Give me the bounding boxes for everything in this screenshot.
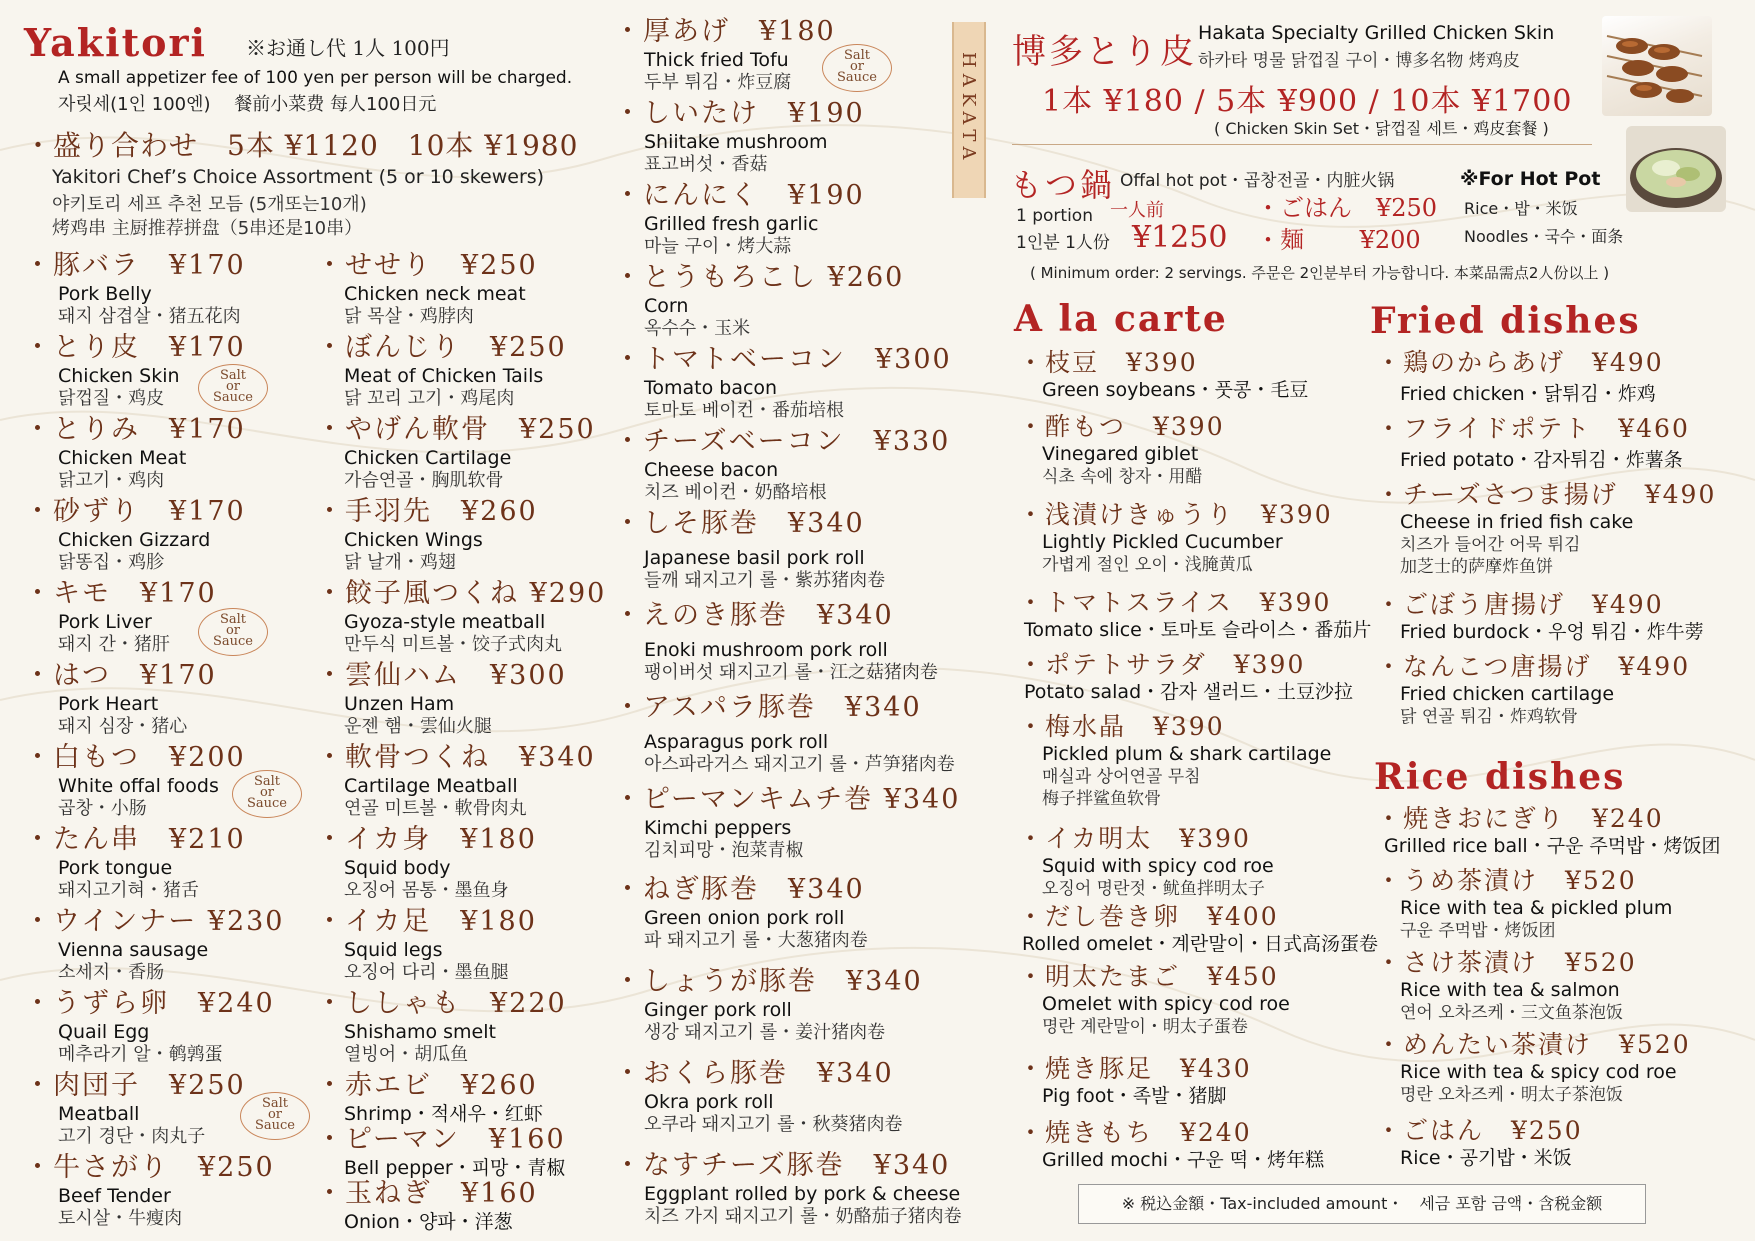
item-name-jp: ・とうもろこし ¥260 — [614, 262, 905, 293]
menu-item — [1018, 962, 1290, 1038]
item-name-jp: ・イカ明太 ¥390 — [1018, 824, 1251, 853]
item-name-ko: 치즈가 들어간 어묵 튀김 — [1400, 535, 1581, 555]
item-name-ko: 김치피망・泡菜青椒 — [644, 840, 804, 861]
menu-item — [316, 332, 567, 410]
menu-item — [1018, 500, 1333, 576]
item-name-jp: ・ごぼう唐揚げ ¥490 — [1376, 590, 1664, 619]
item-name-en: Corn — [644, 295, 689, 317]
menu-item — [614, 874, 868, 952]
hot-pot-photo — [1626, 126, 1726, 212]
item-name-jp: ・玉ねぎ ¥160 — [316, 1178, 538, 1209]
item-name-jp: ・イカ足 ¥180 — [316, 906, 537, 937]
menu-item — [614, 262, 904, 340]
item-name-en: Cartilage Meatball — [344, 775, 518, 797]
item-name-ko: 오징어 몸통・墨鱼身 — [344, 880, 509, 901]
menu-item — [614, 98, 865, 176]
item-name-en: Meatball — [58, 1103, 140, 1125]
item-name-ko: 들깨 돼지고기 롤・紫苏猪肉卷 — [644, 570, 886, 591]
item-name-jp: ・アスパラ豚巻 ¥340 — [614, 692, 922, 723]
menu-item — [1376, 948, 1637, 1024]
menu-item — [316, 988, 567, 1066]
item-name-jp: ・やげん軟骨 ¥250 — [316, 414, 596, 445]
menu-item — [1018, 588, 1371, 642]
menu-item — [1376, 652, 1690, 728]
item-name-jp: ・ポテトサラダ ¥390 — [1018, 650, 1306, 679]
hot-pot-rice: Rice・밥・米饭 — [1464, 199, 1578, 218]
hot-pot-note: ※For Hot Pot — [1460, 168, 1601, 190]
item-name-en: Fried burdock・우엉 튀김・炸牛蒡 — [1400, 621, 1704, 643]
item-name-jp: ・焼きおにぎり ¥240 — [1376, 804, 1664, 833]
menu-item — [1018, 1054, 1252, 1108]
tax-included-note: ※ 税込金額・Tax-included amount・ 세금 포함 금액・含税金额 — [1078, 1184, 1646, 1224]
item-name-ko: 연골 미트볼・軟骨肉丸 — [344, 798, 527, 819]
menu-item — [316, 414, 596, 492]
menu-item — [1018, 824, 1274, 900]
item-name-jp: ・せせり ¥250 — [316, 250, 538, 281]
item-name-jp: ・うずら卵 ¥240 — [24, 988, 275, 1019]
item-name-jp: ・砂ずり ¥170 — [24, 496, 246, 527]
menu-item — [1018, 650, 1353, 704]
motsu-portion-jp: 一人前 — [1110, 200, 1164, 221]
item-name-en: Green soybeans・풋콩・毛豆 — [1042, 379, 1309, 401]
item-name-en: Fried chicken・닭튀김・炸鸡 — [1400, 383, 1656, 405]
menu-item — [24, 660, 217, 738]
menu-item — [1376, 590, 1704, 644]
appetizer-fee-en: A small appetizer fee of 100 yen per person will be charged. — [58, 68, 573, 88]
item-name-jp: ・にんにく ¥190 — [614, 180, 865, 211]
item-name-en: Tomato slice・토마토 슬라이스・番茄片 — [1024, 619, 1372, 641]
item-name-ko: 토시살・牛瘦肉 — [58, 1208, 183, 1229]
item-name-en: Enoki mushroom pork roll — [644, 639, 888, 661]
motsu-minimum-order: ( Minimum order: 2 servings. 주문은 2인분부터 가능합니다. 本菜品需点2人份以上 ) — [1030, 264, 1610, 282]
menu-item — [614, 784, 960, 862]
item-name-ko: 닭 연골 튀김・炸鸡软骨 — [1400, 707, 1578, 727]
item-name-ko: 닭고기・鸡肉 — [58, 470, 165, 491]
item-name-jp: ・ねぎ豚巻 ¥340 — [614, 874, 865, 905]
item-name-ko: 명란 계란말이・明太子蛋卷 — [1042, 1017, 1248, 1037]
item-name-en: Vienna sausage — [58, 939, 209, 961]
item-name-zh: 梅子拌鲨鱼软骨 — [1042, 789, 1161, 809]
item-name-ko: 파 돼지고기 롤・大葱猪肉卷 — [644, 930, 868, 951]
item-name-jp: ・しょうが豚巻 ¥340 — [614, 966, 923, 997]
item-name-jp: ・トマトスライス ¥390 — [1018, 588, 1332, 617]
assortment-ko: 야키토리 세프 추천 모듬 (5개또는10개) — [52, 194, 367, 215]
item-name-jp: ・ぼんじり ¥250 — [316, 332, 567, 363]
menu-item — [1376, 414, 1690, 472]
item-name-en: Asparagus pork roll — [644, 731, 829, 753]
item-name-ko: 메추라기 알・鹌鹑蛋 — [58, 1044, 223, 1065]
divider — [1012, 144, 1592, 145]
item-name-ko: 팽이버섯 돼지고기 롤・江之菇猪肉卷 — [644, 662, 938, 683]
menu-item — [24, 250, 246, 328]
item-name-jp: ・さけ茶漬け ¥520 — [1376, 948, 1637, 977]
item-name-en: Grilled fresh garlic — [644, 213, 819, 235]
item-name-en: Rice with tea & salmon — [1400, 979, 1620, 1001]
item-name-jp: ・焼き豚足 ¥430 — [1018, 1054, 1252, 1083]
item-name-jp: ・赤エビ ¥260 — [316, 1070, 538, 1101]
item-name-ko: 가볍게 절인 오이・浅腌黄瓜 — [1042, 555, 1253, 575]
menu-item — [1376, 1030, 1691, 1106]
item-name-en: Pork Liver — [58, 611, 152, 633]
item-name-jp: ・とり皮 ¥170 — [24, 332, 246, 363]
item-name-en: Rice with tea & spicy cod roe — [1400, 1061, 1677, 1083]
menu-item — [316, 906, 537, 984]
item-name-en: Squid legs — [344, 939, 443, 961]
motsu-price: ¥1250 — [1132, 220, 1228, 255]
item-name-ko: 닭똥집・鸡胗 — [58, 552, 165, 573]
item-name-jp: ・雲仙ハム ¥300 — [316, 660, 567, 691]
menu-item — [614, 426, 950, 504]
item-name-ko: 돼지고기혀・猪舌 — [58, 880, 199, 901]
item-name-en: Pork Heart — [58, 693, 159, 715]
item-name-jp: ・明太たまご ¥450 — [1018, 962, 1279, 991]
item-name-en: Japanese basil pork roll — [644, 547, 865, 569]
item-name-en: Lightly Pickled Cucumber — [1042, 531, 1283, 553]
item-name-ko: 연어 오차즈케・三文鱼茶泡饭 — [1400, 1003, 1623, 1023]
menu-item — [614, 966, 923, 1044]
menu-item — [614, 692, 955, 776]
item-name-en: Rolled omelet・계란말이・日式高汤蛋卷 — [1022, 933, 1378, 955]
motsu-title-en: Offal hot pot・곱창전골・内脏火锅 — [1120, 171, 1395, 191]
menu-item — [1018, 902, 1378, 956]
item-name-jp: ・キモ ¥170 — [24, 578, 217, 609]
item-name-ko: 치즈 베이컨・奶酪培根 — [644, 482, 827, 503]
item-name-ko: 오쿠라 돼지고기 롤・秋葵猪肉卷 — [644, 1114, 903, 1135]
hakata-vertical-text: HAKATA — [958, 52, 979, 166]
item-name-jp: ・豚バラ ¥170 — [24, 250, 246, 281]
item-name-ko: 고기 경단・肉丸子 — [58, 1126, 206, 1147]
salt-or-sauce-badge: Salt or Sauce — [822, 44, 892, 92]
menu-item — [316, 660, 567, 738]
menu-item — [614, 1150, 962, 1228]
item-name-jp: ・ウインナー ¥230 — [24, 906, 285, 937]
item-name-jp: ・とりみ ¥170 — [24, 414, 246, 445]
menu-item — [24, 496, 246, 574]
item-name-en: Quail Egg — [58, 1021, 150, 1043]
appetizer-fee-ko: 자릿세(1인 100엔) 餐前小菜费 每人100日元 — [58, 94, 437, 115]
item-name-en: Squid with spicy cod roe — [1042, 855, 1274, 877]
item-name-jp: ・軟骨つくね ¥340 — [316, 742, 596, 773]
item-name-ko: 식초 속에 창자・用醋 — [1042, 467, 1203, 487]
item-name-jp: ・餃子風つくね ¥290 — [316, 578, 607, 609]
menu-item — [24, 742, 246, 820]
item-name-jp: ・鶏のからあげ ¥490 — [1376, 348, 1664, 377]
hakata-title-jp: 博多とり皮 — [1012, 32, 1197, 72]
assortment-zh: 烤鸡串 主厨推荐拼盘（5串还是10串） — [52, 218, 363, 239]
item-name-en: Tomato bacon — [644, 377, 778, 399]
item-name-jp: ・しいたけ ¥190 — [614, 98, 865, 129]
hakata-title-en: Hakata Specialty Grilled Chicken Skin — [1198, 22, 1555, 44]
menu-item — [614, 1058, 903, 1136]
motsu-title-jp: もつ鍋 — [1010, 166, 1116, 204]
item-name-en: Beef Tender — [58, 1185, 171, 1207]
item-name-en: Okra pork roll — [644, 1091, 774, 1113]
hakata-title-ko: 하카타 명물 닭껍질 구이・博多名物 烤鸡皮 — [1198, 51, 1520, 71]
item-name-en: Pig foot・족발・猪脚 — [1042, 1085, 1227, 1107]
item-name-ko: 마늘 구이・烤大蒜 — [644, 236, 792, 257]
item-name-en: Ginger pork roll — [644, 999, 792, 1021]
item-name-zh: 加芝士的萨摩炸鱼饼 — [1400, 557, 1553, 577]
salt-or-sauce-badge: Salt or Sauce — [240, 1092, 310, 1140]
item-name-en: Thick fried Tofu — [644, 49, 789, 71]
rice-title: Rice dishes — [1374, 756, 1626, 798]
item-name-en: Cheese in fried fish cake — [1400, 511, 1634, 533]
item-name-en: Omelet with spicy cod roe — [1042, 993, 1290, 1015]
item-name-en: Gyoza-style meatball — [344, 611, 546, 633]
menu-item — [1018, 412, 1225, 488]
item-name-en: Meat of Chicken Tails — [344, 365, 544, 387]
menu-item — [1376, 480, 1716, 578]
appetizer-fee-jp: ※お通し代 1人 100円 — [246, 36, 450, 60]
hakata-vertical-banner — [952, 22, 986, 198]
fried-title: Fried dishes — [1370, 300, 1641, 342]
salt-or-sauce-badge: Salt or Sauce — [198, 364, 268, 412]
menu-item — [24, 906, 285, 984]
item-name-ko: 돼지 삼겹살・猪五花肉 — [58, 306, 241, 327]
item-name-jp: ・ししゃも ¥220 — [316, 988, 567, 1019]
menu-item — [1018, 1118, 1324, 1172]
menu-item — [614, 180, 865, 258]
item-name-ko: 가슴연골・胸肌软骨 — [344, 470, 504, 491]
menu-item — [316, 578, 606, 656]
item-name-ko: 명란 오차즈케・明太子茶泡饭 — [1400, 1085, 1623, 1105]
menu-item — [316, 496, 538, 574]
alacarte-title: A la carte — [1014, 298, 1228, 340]
motsu-noodle-option: ・麺 ¥200 — [1256, 226, 1421, 254]
item-name-ko: 소세지・香肠 — [58, 962, 165, 983]
item-name-en: Pickled plum & shark cartilage — [1042, 743, 1332, 765]
item-name-ko: 열빙어・胡瓜鱼 — [344, 1044, 469, 1065]
item-name-en: Fried chicken cartilage — [1400, 683, 1615, 705]
item-name-ko: 곱창・小肠 — [58, 798, 147, 819]
menu-item — [316, 824, 537, 902]
item-name-ko: 생강 돼지고기 롤・姜汁猪肉卷 — [644, 1022, 886, 1043]
item-name-jp: ・焼きもち ¥240 — [1018, 1118, 1252, 1147]
item-name-ko: 아스파라거스 돼지고기 롤・芦笋猪肉卷 — [644, 754, 955, 775]
menu-item — [614, 344, 952, 422]
item-name-jp: ・酢もつ ¥390 — [1018, 412, 1225, 441]
item-name-jp: ・なすチーズ豚巻 ¥340 — [614, 1150, 951, 1181]
item-name-jp: ・はつ ¥170 — [24, 660, 217, 691]
item-name-jp: ・枝豆 ¥390 — [1018, 348, 1198, 377]
item-name-en: Shiitake mushroom — [644, 131, 828, 153]
hot-pot-noodles: Noodles・국수・面条 — [1464, 227, 1624, 246]
chicken-skin-photo — [1602, 16, 1712, 116]
item-name-en: Fried potato・감자튀김・炸薯条 — [1400, 449, 1683, 471]
item-name-jp: ・ごはん ¥250 — [1376, 1116, 1583, 1145]
item-name-jp: ・トマトベーコン ¥300 — [614, 344, 952, 375]
item-name-ko: 옥수수・玉米 — [644, 318, 751, 339]
salt-or-sauce-badge: Salt or Sauce — [198, 608, 268, 656]
item-name-jp: ・牛さがり ¥250 — [24, 1152, 275, 1183]
item-name-jp: ・イカ身 ¥180 — [316, 824, 537, 855]
menu-item — [316, 1178, 538, 1234]
item-name-ko: 매실과 상어연골 무침 — [1042, 767, 1201, 787]
item-name-ko: 치즈 가지 돼지고기 롤・奶酪茄子猪肉卷 — [644, 1206, 962, 1227]
item-name-en: Rice with tea & pickled plum — [1400, 897, 1673, 919]
item-name-en: Chicken Cartilage — [344, 447, 512, 469]
item-name-en: Pork Belly — [58, 283, 152, 305]
item-name-jp: ・浅漬けきゅうり ¥390 — [1018, 500, 1333, 529]
menu-item — [24, 824, 246, 902]
item-name-jp: ・えのき豚巻 ¥340 — [614, 600, 894, 631]
menu-item — [1018, 712, 1331, 810]
menu-item — [24, 414, 246, 492]
item-name-jp: ・うめ茶漬け ¥520 — [1376, 866, 1637, 895]
item-name-jp: ・チーズさつま揚げ ¥490 — [1376, 480, 1717, 509]
item-name-en: Bell pepper・피망・青椒 — [344, 1157, 566, 1179]
hakata-prices: 1本 ¥180 / 5本 ¥900 / 10本 ¥1700 — [1042, 84, 1573, 119]
item-name-jp: ・めんたい茶漬け ¥520 — [1376, 1030, 1691, 1059]
item-name-jp: ・だし巻き卵 ¥400 — [1018, 902, 1279, 931]
item-name-en: Chicken neck meat — [344, 283, 526, 305]
motsu-rice-option: ・ごはん ¥250 — [1256, 194, 1438, 222]
menu-item — [614, 16, 836, 94]
item-name-en: Onion・양파・洋葱 — [344, 1211, 513, 1233]
item-name-ko: 토마토 베이컨・番茄培根 — [644, 400, 845, 421]
item-name-ko: 돼지 심장・猪心 — [58, 716, 188, 737]
item-name-ko: 닭 목살・鸡脖肉 — [344, 306, 474, 327]
item-name-jp: ・白もつ ¥200 — [24, 742, 246, 773]
menu-item — [24, 988, 275, 1066]
item-name-jp: ・ピーマン ¥160 — [316, 1124, 566, 1155]
menu-item — [1018, 348, 1308, 402]
menu-item — [614, 600, 938, 684]
item-name-jp: ・なんこつ唐揚げ ¥490 — [1376, 652, 1691, 681]
item-name-ko: 돼지 간・猪肝 — [58, 634, 170, 655]
assortment-en: Yakitori Chef’s Choice Assortment (5 or 10 skewers) — [52, 166, 545, 188]
item-name-en: Cheese bacon — [644, 459, 779, 481]
motsu-portion-en: 1 portion — [1016, 206, 1093, 226]
item-name-en: Grilled mochi・구운 떡・烤年糕 — [1042, 1149, 1325, 1171]
item-name-en: White offal foods — [58, 775, 219, 797]
item-name-ko: 닭껍질・鸡皮 — [58, 388, 165, 409]
hakata-set-note: ( Chicken Skin Set・닭껍질 세트・鸡皮套餐 ) — [1214, 119, 1549, 138]
item-name-en: Squid body — [344, 857, 451, 879]
item-name-ko: 오징어 다리・墨鱼腿 — [344, 962, 509, 983]
salt-or-sauce-badge: Salt or Sauce — [232, 770, 302, 818]
menu-item — [1376, 804, 1721, 858]
item-name-jp: ・ピーマンキムチ巻 ¥340 — [614, 784, 961, 815]
item-name-ko: 표고버섯・香菇 — [644, 154, 768, 175]
menu-item — [316, 742, 596, 820]
item-name-ko: 닭 꼬리 고기・鸡尾肉 — [344, 388, 515, 409]
yakitori-title: Yakitori — [24, 20, 207, 65]
item-name-en: Shishamo smelt — [344, 1021, 496, 1043]
item-name-en: Shrimp・적새우・红虾 — [344, 1103, 543, 1125]
item-name-jp: ・手羽先 ¥260 — [316, 496, 538, 527]
menu-item — [1376, 866, 1672, 942]
item-name-ko: 구운 주먹밥・烤饭团 — [1400, 921, 1556, 941]
item-name-en: Potato salad・감자 샐러드・土豆沙拉 — [1024, 681, 1353, 703]
item-name-en: Unzen Ham — [344, 693, 455, 715]
item-name-jp: ・フライドポテト ¥460 — [1376, 414, 1690, 443]
menu-item — [24, 1070, 246, 1148]
item-name-jp: ・厚あげ ¥180 — [614, 16, 836, 47]
menu-item — [614, 508, 885, 592]
item-name-jp: ・梅水晶 ¥390 — [1018, 712, 1225, 741]
item-name-en: Pork tongue — [58, 857, 173, 879]
item-name-ko: 닭 날개・鸡翅 — [344, 552, 456, 573]
item-name-ko: 만두식 미트볼・饺子式肉丸 — [344, 634, 563, 655]
menu-item — [1376, 348, 1664, 406]
item-name-en: Chicken Meat — [58, 447, 187, 469]
item-name-jp: ・おくら豚巻 ¥340 — [614, 1058, 894, 1089]
item-name-jp: ・肉団子 ¥250 — [24, 1070, 246, 1101]
menu-item — [316, 1124, 566, 1180]
item-name-jp: ・チーズベーコン ¥330 — [614, 426, 951, 457]
item-name-ko: 운젠 햄・雲仙火腿 — [344, 716, 492, 737]
item-name-en: Rice・공기밥・米饭 — [1400, 1147, 1572, 1169]
item-name-jp: ・しそ豚巻 ¥340 — [614, 508, 865, 539]
motsu-portion-ko: 1인분 1人份 — [1016, 233, 1110, 253]
item-name-en: Chicken Wings — [344, 529, 483, 551]
menu-item — [316, 250, 538, 328]
menu-item — [24, 1152, 275, 1230]
item-name-en: Chicken Gizzard — [58, 529, 211, 551]
item-name-en: Chicken Skin — [58, 365, 180, 387]
item-name-en: Eggplant rolled by pork & cheese — [644, 1183, 961, 1205]
menu-item — [24, 578, 217, 656]
item-name-en: Vinegared giblet — [1042, 443, 1199, 465]
item-name-jp: ・たん串 ¥210 — [24, 824, 246, 855]
item-name-en: Grilled rice ball・구운 주먹밥・烤饭团 — [1384, 835, 1721, 857]
menu-item — [1376, 1116, 1583, 1170]
item-name-ko: 두부 튀김・炸豆腐 — [644, 72, 792, 93]
assortment-jp: ・盛り合わせ 5本 ¥1120 10本 ¥1980 — [24, 129, 579, 162]
menu-item — [316, 1070, 543, 1126]
item-name-ko: 오징어 명란젓・鱿鱼拌明太子 — [1042, 879, 1265, 899]
item-name-en: Green onion pork roll — [644, 907, 845, 929]
item-name-en: Kimchi peppers — [644, 817, 792, 839]
